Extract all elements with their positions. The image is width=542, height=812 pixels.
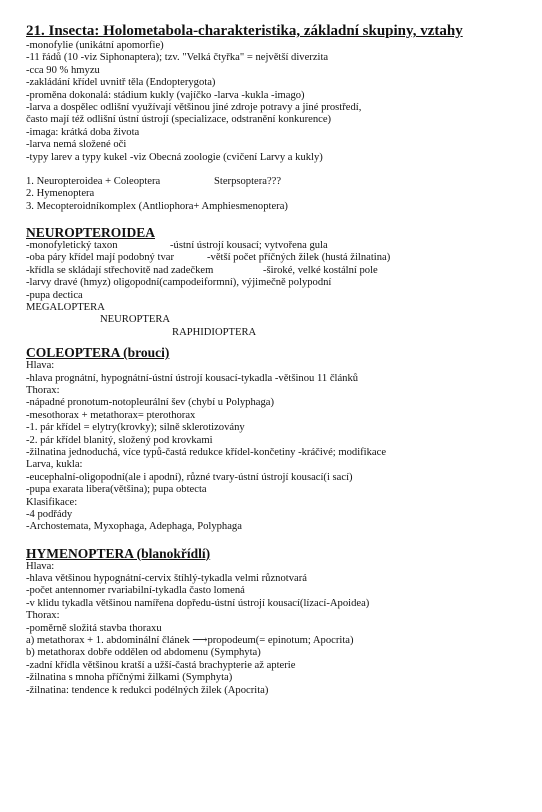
text-line: Thorax:	[26, 384, 60, 396]
text-line: -poměrně složitá stavba thoraxu	[26, 622, 162, 634]
text-line: -hlava prognátní, hypognátní-ústní ústrojí kousací-tykadla -většinou 11 článků	[26, 372, 359, 384]
order-name: NEUROPTERA	[100, 314, 171, 326]
two-column-line	[26, 240, 526, 252]
text-line: -žilnatina: tendence k redukci podélných žilek (Apocrita)	[26, 684, 269, 696]
text-line: -eucephalní-oligopodní(ale i apodní), různé tvary-ústní ústrojí kousací(i sací)	[26, 471, 353, 483]
section-heading: COLEOPTERA (brouci)	[26, 345, 170, 361]
text-line: Larva, kukla:	[26, 459, 83, 471]
intro-line: -larva nemá složené oči	[26, 139, 127, 151]
text-line: -pupa dectica	[26, 289, 83, 301]
neuropteroidea-section	[26, 225, 526, 339]
text-line: Hlava:	[26, 360, 55, 372]
intro-line: -proměna dokonalá: stádium kukly (vajíčko -larva -kukla -imago)	[26, 89, 305, 101]
text-line: b) metathorax dobře oddělen od abdomenu (Symphyta)	[26, 647, 261, 659]
text-line: Klasifikace:	[26, 496, 78, 508]
coleoptera-section	[26, 345, 526, 533]
text-line: -4 podřády	[26, 508, 73, 520]
text-line: -2. pár křídel blanitý, složený pod krovkami	[26, 434, 213, 446]
order-name: MEGALOPTERA	[26, 302, 105, 314]
text-line: -zadní křídla většinou kratší a užší-častá brachypterie až apterie	[26, 659, 296, 671]
text-line: -larvy dravé (hmyz) oligopodní(campodeiformní), výjimečně polypodní	[26, 277, 332, 289]
intro-line: -cca 90 % hmyzu	[26, 64, 100, 76]
order-name: RAPHIDIOPTERA	[172, 326, 257, 338]
right-item: -široké, velké kostální pole	[263, 264, 378, 276]
group-1-note: Sterpsoptera???	[214, 175, 282, 187]
right-item: -ústní ústrojí kousací; vytvořena gula	[170, 240, 328, 252]
intro-section	[26, 40, 526, 164]
left-item: -monofyletický taxon	[26, 240, 118, 252]
intro-line: -imaga: krátká doba života	[26, 126, 140, 138]
text-line: -počet antennomer rvariabilní-tykadla často lomená	[26, 585, 245, 597]
group-item	[26, 176, 526, 188]
page-title: 21. Insecta: Holometabola-charakteristika, základní skupiny, vztahy	[26, 23, 463, 39]
text-line: Thorax:	[26, 610, 60, 622]
group-1-label: 1. Neuropteroidea + Coleoptera	[26, 175, 161, 187]
text-line: -nápadné pronotum-notopleurální šev (chybí u Polyphaga)	[26, 397, 275, 409]
text-line: -žilnatina jednoduchá, více typů-častá redukce křídel-končetiny -kráčivé; modifikace	[26, 446, 387, 458]
text-line: -pupa exarata libera(většina); pupa obtecta	[26, 484, 207, 496]
text-line: -v klidu tykadla většinou namířena dopředu-ústní ústrojí kousací(lízací-Apoidea)	[26, 597, 370, 609]
section-heading: HYMENOPTERA (blanokřídlí)	[26, 545, 211, 561]
text-line: -1. pár křídel = elytry(krovky); silně sklerotizovány	[26, 422, 245, 434]
intro-line: -larva a dospělec odlišní využívají většinou jiné zdroje potravy a jiné prostředí,	[26, 101, 362, 113]
right-item: -větší počet příčných žilek (hustá žilnatina)	[207, 252, 391, 264]
group-item: 2. Hymenoptera	[26, 188, 95, 200]
text-line: a) metathorax + 1. abdominální článek ⟶propodeum(= epinotum; Apocrita)	[26, 635, 354, 647]
left-item: -křídla se skládají střechovitě nad zadečkem	[26, 264, 214, 276]
text-line: -žilnatina s mnoha příčnými žilkami (Symphyta)	[26, 672, 233, 684]
intro-line: -monofylie (unikátní apomorfie)	[26, 40, 164, 51]
hymenoptera-section	[26, 546, 526, 697]
intro-line: -11 řádů (10 -viz Siphonaptera); tzv. "Velká čtyřka" = největší diverzita	[26, 52, 329, 64]
groups-list	[26, 176, 526, 213]
left-item: -oba páry křídel mají podobný tvar	[26, 252, 174, 264]
two-column-line	[26, 252, 526, 264]
text-line: Hlava:	[26, 560, 55, 572]
intro-line: -zakládání křídel uvnitř těla (Endopterygota)	[26, 77, 216, 89]
intro-line: -typy larev a typy kukel -viz Obecná zoologie (cvičení Larvy a kukly)	[26, 151, 323, 163]
text-line: -hlava většinou hypognátní-cervix štíhlý-tykadla velmi různotvará	[26, 573, 307, 585]
intro-line: často mají též odlišní ústní ústrojí (specializace, odstranění konkurence)	[26, 114, 332, 126]
group-item: 3. Mecopteroidníkomplex (Antliophora+ Amphiesmenoptera)	[26, 200, 288, 212]
two-column-line	[26, 265, 526, 277]
document-page	[26, 22, 526, 697]
text-line: -mesothorax + metathorax= pterothorax	[26, 409, 196, 421]
section-heading: NEUROPTEROIDEA	[26, 225, 156, 241]
text-line: -Archostemata, Myxophaga, Adephaga, Polyphaga	[26, 521, 242, 533]
